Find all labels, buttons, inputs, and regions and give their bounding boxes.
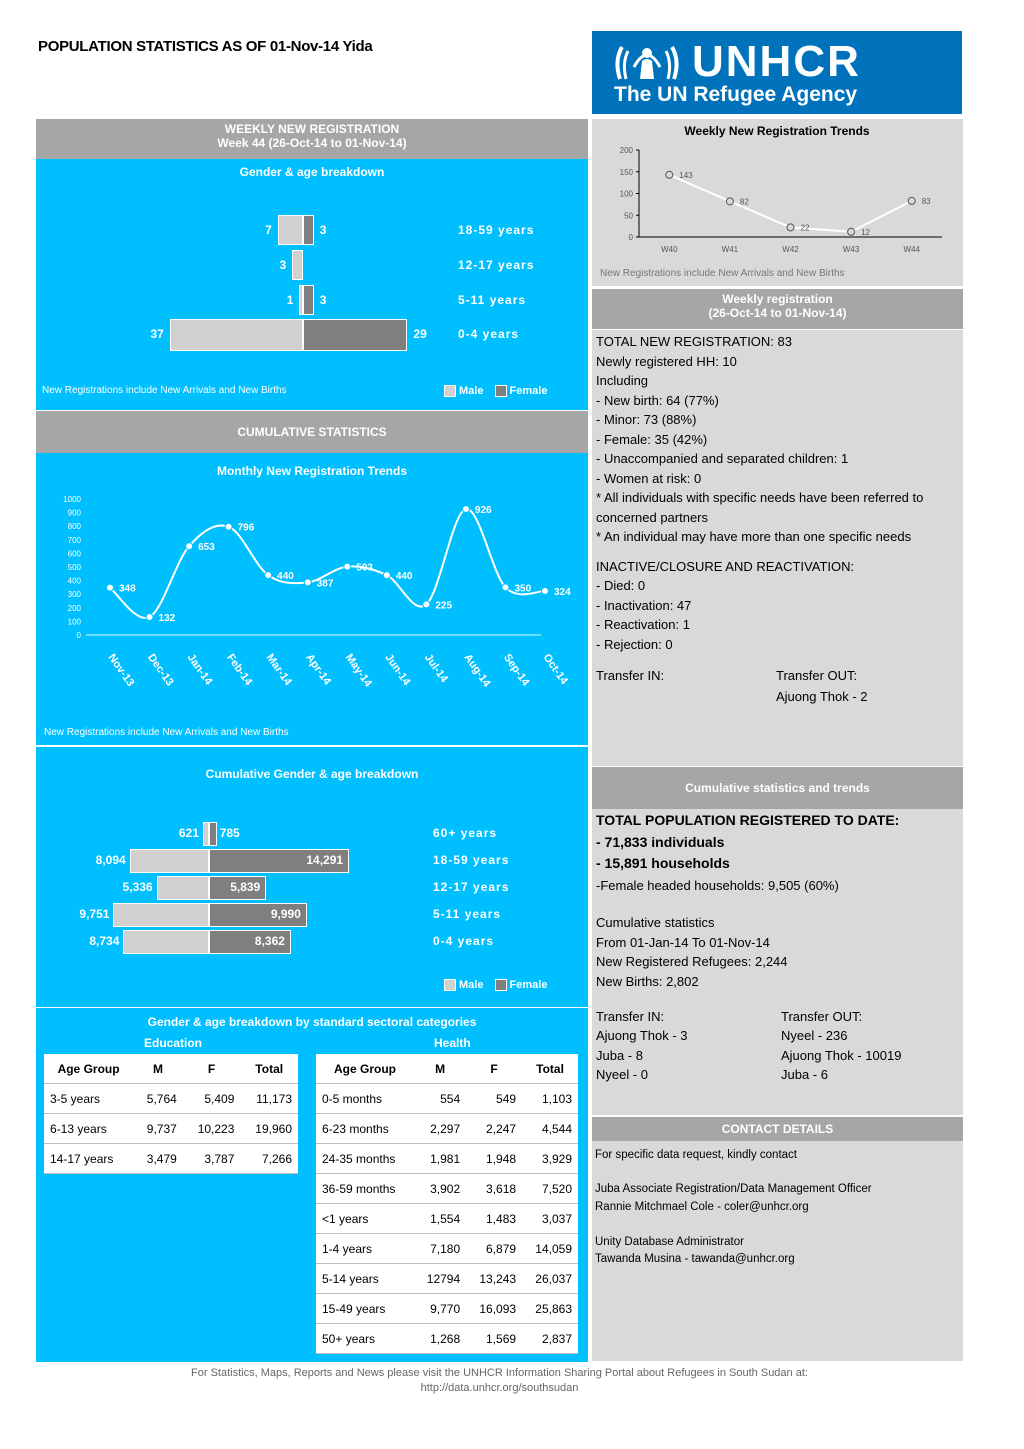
data-label: 132 bbox=[158, 613, 176, 625]
table-cell: 549 bbox=[466, 1084, 522, 1114]
weekly-breakdown-title: Gender & age breakdown bbox=[239, 165, 385, 179]
weekly-registration-header bbox=[592, 289, 963, 329]
data-label: 22 bbox=[800, 223, 810, 233]
series-line bbox=[110, 509, 545, 618]
male-swatch bbox=[444, 979, 456, 991]
male-swatch bbox=[444, 385, 456, 397]
male-value: 1 bbox=[286, 293, 294, 307]
chart-title: Weekly New Registration Trends bbox=[684, 124, 870, 138]
wr-transfer-in: Transfer IN: bbox=[596, 668, 665, 683]
unhcr-emblem-icon bbox=[612, 39, 682, 83]
data-point bbox=[666, 171, 673, 178]
age-label: 60+ years bbox=[433, 826, 498, 840]
x-tick-label: Jul-14 bbox=[421, 651, 450, 685]
age-label: 0-4 years bbox=[458, 327, 520, 341]
table-cell: 1,948 bbox=[466, 1144, 522, 1174]
female-bar bbox=[209, 822, 217, 846]
data-label: 350 bbox=[514, 583, 532, 595]
data-point bbox=[383, 572, 390, 579]
table-cell: 6-23 months bbox=[316, 1114, 414, 1144]
table-cell: 5,409 bbox=[183, 1084, 241, 1114]
age-label: 5-11 years bbox=[458, 293, 527, 307]
table-cell: 3,479 bbox=[133, 1144, 183, 1174]
inactive-lines bbox=[592, 549, 963, 655]
weekly-trend-panel bbox=[592, 119, 963, 286]
table-cell: 1,103 bbox=[522, 1084, 578, 1114]
table-cell: 3,902 bbox=[414, 1174, 466, 1204]
age-label: 18-59 years bbox=[433, 853, 510, 867]
male-value: 37 bbox=[150, 327, 164, 341]
column-header: Total bbox=[522, 1054, 578, 1084]
male-bar bbox=[130, 849, 209, 873]
text-line: - Unaccompanied and separated children: 1 bbox=[596, 451, 849, 466]
female-swatch bbox=[495, 979, 507, 991]
footer-link[interactable]: http://data.unhcr.org/southsudan bbox=[420, 1382, 579, 1394]
weekly-legend bbox=[444, 385, 547, 397]
data-label: 440 bbox=[277, 571, 294, 583]
male-value: 9,751 bbox=[79, 907, 110, 921]
wr-transfer-out: Transfer OUT: bbox=[776, 668, 858, 683]
table-row bbox=[316, 1264, 578, 1294]
x-tick-label: Nov-13 bbox=[105, 651, 137, 689]
health-table bbox=[316, 1054, 578, 1354]
x-tick-label: Jun-14 bbox=[382, 651, 413, 688]
text-line: Nyeel - 236 bbox=[781, 1028, 848, 1043]
column-header: Age Group bbox=[44, 1054, 133, 1084]
column-header: M bbox=[133, 1054, 183, 1084]
table-row bbox=[316, 1204, 578, 1234]
data-label: 926 bbox=[474, 505, 492, 517]
monthly-trend-chart bbox=[36, 453, 588, 745]
text-line: Juba - 6 bbox=[781, 1067, 828, 1082]
table-cell: <1 years bbox=[316, 1204, 414, 1234]
data-point bbox=[908, 197, 915, 204]
table-cell: 2,297 bbox=[414, 1114, 466, 1144]
table-cell: 15-49 years bbox=[316, 1294, 414, 1324]
x-tick-label: Mar-14 bbox=[263, 651, 294, 688]
female-bar bbox=[303, 319, 407, 351]
y-tick-label: 800 bbox=[67, 522, 81, 532]
weekly-registration-dates: (26-Oct-14 to 01-Nov-14) bbox=[708, 306, 847, 320]
data-point bbox=[146, 614, 153, 621]
x-tick-label: W42 bbox=[782, 245, 799, 254]
table-cell: 7,180 bbox=[414, 1234, 466, 1264]
text-line: INACTIVE/CLOSURE AND REACTIVATION: bbox=[596, 558, 855, 574]
male-bar bbox=[278, 215, 303, 245]
cs-transfer-out-list bbox=[781, 1026, 901, 1085]
male-value: 8,094 bbox=[95, 853, 126, 867]
data-point bbox=[304, 579, 311, 586]
data-point bbox=[225, 523, 232, 530]
column-header: Total bbox=[240, 1054, 298, 1084]
education-table bbox=[44, 1054, 298, 1174]
weekly-breakdown-panel bbox=[36, 159, 588, 410]
text-line: New Births: 2,802 bbox=[596, 973, 699, 989]
table-cell: 12794 bbox=[414, 1264, 466, 1294]
y-tick-label: 600 bbox=[67, 549, 81, 559]
logo-tagline: The UN Refugee Agency bbox=[614, 83, 858, 106]
x-tick-label: Aug-14 bbox=[461, 651, 493, 690]
male-value: 7 bbox=[265, 223, 272, 237]
y-tick-label: 200 bbox=[619, 146, 633, 155]
male-bar bbox=[170, 319, 303, 351]
weekly-header bbox=[36, 119, 588, 159]
table-cell: 6,879 bbox=[466, 1234, 522, 1264]
series-line bbox=[669, 175, 911, 232]
table-cell: 7,520 bbox=[522, 1174, 578, 1204]
y-tick-label: 100 bbox=[67, 617, 81, 627]
table-cell: 26,037 bbox=[522, 1264, 578, 1294]
cs-transfer-in-list bbox=[596, 1026, 688, 1085]
text-line: - Reactivation: 1 bbox=[596, 617, 690, 632]
contact-line5: Tawanda Musina - tawanda@unhcr.org bbox=[595, 1253, 795, 1265]
female-swatch bbox=[495, 385, 507, 397]
x-tick-label: May-14 bbox=[342, 651, 375, 690]
table-row bbox=[316, 1294, 578, 1324]
data-point bbox=[848, 228, 855, 235]
footer bbox=[36, 1367, 963, 1394]
text-line: - Rejection: 0 bbox=[596, 636, 673, 652]
sectoral-title: Gender & age breakdown by standard sectoral categories bbox=[147, 1015, 477, 1029]
y-tick-label: 900 bbox=[67, 508, 81, 518]
data-label: 348 bbox=[119, 583, 136, 595]
table-cell: 6-13 years bbox=[44, 1114, 133, 1144]
x-tick-label: W41 bbox=[721, 245, 739, 254]
y-tick-label: 150 bbox=[619, 167, 633, 177]
total-pop-label: TOTAL POPULATION REGISTERED TO DATE: bbox=[596, 812, 900, 828]
table-cell: 13,243 bbox=[466, 1264, 522, 1294]
male-value: 8,734 bbox=[89, 934, 120, 948]
male-bar bbox=[292, 250, 303, 280]
table-row bbox=[316, 1234, 578, 1264]
chart-note: New Registrations include New Arrivals and New Births bbox=[600, 268, 845, 279]
data-point bbox=[265, 572, 272, 579]
page-title: POPULATION STATISTICS AS OF 01-Nov-14 Yida bbox=[38, 38, 373, 55]
data-point bbox=[787, 224, 794, 231]
table-row bbox=[44, 1084, 298, 1114]
data-point bbox=[186, 543, 193, 550]
text-line: Ajuong Thok - 3 bbox=[596, 1028, 688, 1043]
contact-panel bbox=[592, 1141, 963, 1361]
male-value: 621 bbox=[178, 826, 199, 840]
male-bar bbox=[123, 930, 209, 954]
table-cell: 16,093 bbox=[466, 1294, 522, 1324]
table-cell: 0-5 months bbox=[316, 1084, 414, 1114]
data-label: 387 bbox=[316, 578, 334, 590]
x-tick-label: Feb-14 bbox=[224, 651, 255, 688]
female-value: 29 bbox=[413, 327, 427, 341]
table-cell: 3,929 bbox=[522, 1144, 578, 1174]
text-line: Cumulative statistics bbox=[596, 915, 715, 930]
text-line: Ajuong Thok - 10019 bbox=[781, 1047, 902, 1063]
footer-line1: For Statistics, Maps, Reports and News please visit the UNHCR Information Sharing Portal about Refugees in South Sudan at: bbox=[191, 1367, 808, 1379]
table-cell: 14,059 bbox=[522, 1234, 578, 1264]
female-value: 3 bbox=[319, 293, 327, 307]
female-headed: -Female headed households: 9,505 (60%) bbox=[596, 877, 839, 893]
data-point bbox=[107, 584, 114, 591]
table-row bbox=[316, 1114, 578, 1144]
data-label: 503 bbox=[356, 562, 373, 574]
female-value: 3 bbox=[319, 223, 327, 237]
text-line: Nyeel - 0 bbox=[596, 1067, 649, 1082]
y-tick-label: 700 bbox=[67, 535, 81, 545]
female-value: 8,362 bbox=[254, 934, 285, 948]
text-line: - Minor: 73 (88%) bbox=[596, 412, 697, 427]
cumulative-breakdown-title: Cumulative Gender & age breakdown bbox=[205, 767, 419, 781]
x-tick-label: Apr-14 bbox=[303, 651, 334, 688]
table-cell: 2,247 bbox=[466, 1114, 522, 1144]
table-cell: 3-5 years bbox=[44, 1084, 133, 1114]
chart-note: New Registrations include New Arrivals and New Births bbox=[44, 727, 289, 738]
table-cell: 1-4 years bbox=[316, 1234, 414, 1264]
male-value: 3 bbox=[279, 258, 287, 272]
table-cell: 1,981 bbox=[414, 1144, 466, 1174]
text-line: Newly registered HH: 10 bbox=[596, 353, 737, 369]
x-tick-label: Oct-14 bbox=[540, 651, 571, 687]
age-label: 18-59 years bbox=[458, 223, 535, 237]
data-point bbox=[344, 563, 351, 570]
y-tick-label: 0 bbox=[76, 631, 81, 640]
total-households: - 15,891 households bbox=[596, 855, 730, 871]
table-cell: 3,787 bbox=[183, 1144, 241, 1174]
text-line: TOTAL NEW REGISTRATION: 83 bbox=[596, 334, 792, 349]
total-individuals: - 71,833 individuals bbox=[596, 833, 725, 850]
x-tick-label: W40 bbox=[661, 245, 678, 254]
x-tick-label: Jan-14 bbox=[184, 651, 215, 688]
data-label: 83 bbox=[921, 196, 931, 206]
table-cell: 1,268 bbox=[414, 1324, 466, 1354]
age-label: 12-17 years bbox=[458, 258, 535, 272]
contact-line2: Juba Associate Registration/Data Management Officer bbox=[595, 1183, 872, 1195]
data-label: 653 bbox=[198, 542, 215, 554]
table-cell: 9,770 bbox=[414, 1294, 466, 1324]
column-header: F bbox=[466, 1054, 522, 1084]
monthly-trend-panel bbox=[36, 453, 588, 745]
sectoral-panel bbox=[36, 1007, 588, 1362]
text-line: - New birth: 64 (77%) bbox=[596, 392, 719, 408]
table-cell: 5,764 bbox=[133, 1084, 183, 1114]
female-bar bbox=[303, 215, 314, 245]
y-tick-label: 50 bbox=[624, 211, 633, 221]
female-value: 5,839 bbox=[230, 880, 261, 894]
weekly-registration-panel bbox=[592, 330, 963, 766]
table-cell: 14-17 years bbox=[44, 1144, 133, 1174]
table-cell: 1,554 bbox=[414, 1204, 466, 1234]
y-tick-label: 200 bbox=[67, 603, 81, 613]
health-label: Health bbox=[434, 1036, 471, 1050]
female-value: 785 bbox=[219, 826, 240, 840]
weekly-registration-lines bbox=[592, 330, 963, 549]
table-cell: 19,960 bbox=[240, 1114, 298, 1144]
cum-stats-panel bbox=[592, 809, 963, 1115]
x-tick-label: Dec-13 bbox=[145, 651, 176, 689]
data-label: 324 bbox=[554, 586, 571, 598]
column-header: M bbox=[414, 1054, 466, 1084]
weekly-note: New Registrations include New Arrivals and New Births bbox=[42, 385, 287, 396]
female-bar bbox=[303, 285, 314, 315]
table-cell: 10,223 bbox=[183, 1114, 241, 1144]
text-line: - Inactivation: 47 bbox=[596, 597, 692, 613]
table-cell: 7,266 bbox=[240, 1144, 298, 1174]
weekly-registration-title: Weekly registration bbox=[722, 292, 833, 306]
text-line: * All individuals with specific needs have been referred to concerned partners bbox=[596, 490, 924, 525]
table-cell: 2,837 bbox=[522, 1324, 578, 1354]
column-header: Age Group bbox=[316, 1054, 414, 1084]
table-cell: 3,037 bbox=[522, 1204, 578, 1234]
data-label: 12 bbox=[861, 227, 871, 237]
female-value: 14,291 bbox=[306, 853, 344, 867]
contact-line4: Unity Database Administrator bbox=[595, 1236, 744, 1248]
cumulative-breakdown-panel bbox=[36, 746, 588, 1007]
table-cell: 50+ years bbox=[316, 1324, 414, 1354]
contact-line3: Rannie Mitchmael Cole - coler@unhcr.org bbox=[595, 1201, 809, 1213]
data-label: 440 bbox=[395, 571, 413, 583]
table-row bbox=[44, 1114, 298, 1144]
data-label: 225 bbox=[435, 600, 453, 612]
data-label: 143 bbox=[679, 170, 693, 180]
table-cell: 11,173 bbox=[240, 1084, 298, 1114]
cum-stats-lines bbox=[592, 895, 963, 991]
table-cell: 4,544 bbox=[522, 1114, 578, 1144]
text-line: Including bbox=[596, 373, 649, 388]
cumulative-legend bbox=[444, 979, 547, 991]
cs-transfer-out: Transfer OUT: bbox=[781, 1009, 863, 1024]
y-tick-label: 300 bbox=[67, 590, 81, 600]
data-point bbox=[542, 587, 549, 594]
y-tick-label: 500 bbox=[67, 563, 81, 572]
table-row bbox=[316, 1084, 578, 1114]
y-tick-label: 400 bbox=[67, 576, 81, 586]
x-tick-label: Sep-14 bbox=[500, 651, 532, 689]
table-cell: 1,483 bbox=[466, 1204, 522, 1234]
table-cell: 5-14 years bbox=[316, 1264, 414, 1294]
male-bar bbox=[113, 903, 209, 927]
text-line: From 01-Jan-14 To 01-Nov-14 bbox=[596, 934, 770, 950]
table-row bbox=[316, 1324, 578, 1354]
data-label: 82 bbox=[739, 197, 749, 207]
data-point bbox=[502, 584, 509, 591]
age-label: 0-4 years bbox=[433, 934, 495, 948]
legend-female: Female bbox=[509, 385, 548, 397]
text-line: - Female: 35 (42%) bbox=[596, 431, 708, 447]
weekly-trend-chart bbox=[592, 119, 963, 286]
legend-male: Male bbox=[459, 979, 484, 991]
age-label: 5-11 years bbox=[433, 907, 502, 921]
data-label: 796 bbox=[237, 522, 255, 534]
text-line: * An individual may have more than one specific needs bbox=[596, 529, 912, 544]
column-header: F bbox=[183, 1054, 241, 1084]
logo-name: UNHCR bbox=[692, 37, 861, 86]
x-tick-label: W44 bbox=[903, 245, 920, 254]
chart-title: Monthly New Registration Trends bbox=[216, 464, 408, 478]
text-line: - Women at risk: 0 bbox=[596, 470, 702, 486]
legend-female: Female bbox=[509, 979, 548, 991]
table-cell: 1,569 bbox=[466, 1324, 522, 1354]
table-cell: 554 bbox=[414, 1084, 466, 1114]
contact-line1: For specific data request, kindly contact bbox=[595, 1149, 797, 1161]
male-value: 5,336 bbox=[122, 880, 153, 894]
table-cell: 25,863 bbox=[522, 1294, 578, 1324]
table-row bbox=[44, 1144, 298, 1174]
table-cell: 9,737 bbox=[133, 1114, 183, 1144]
wr-transfer-out-list bbox=[776, 687, 868, 707]
cs-transfer-in: Transfer IN: bbox=[596, 1009, 665, 1024]
cum-stats-header: Cumulative statistics and trends bbox=[592, 767, 963, 809]
contact-header: CONTACT DETAILS bbox=[592, 1117, 963, 1141]
text-line: Ajuong Thok - 2 bbox=[776, 689, 868, 704]
text-line: New Registered Refugees: 2,244 bbox=[596, 954, 788, 969]
data-point bbox=[423, 601, 430, 608]
table-cell: 36-59 months bbox=[316, 1174, 414, 1204]
weekly-header-week: Week 44 (26-Oct-14 to 01-Nov-14) bbox=[217, 136, 407, 150]
table-row bbox=[316, 1144, 578, 1174]
legend-male: Male bbox=[459, 385, 484, 397]
table-cell: 3,618 bbox=[466, 1174, 522, 1204]
y-tick-label: 0 bbox=[628, 233, 633, 242]
data-point bbox=[726, 198, 733, 205]
education-label: Education bbox=[144, 1036, 203, 1050]
text-line: - Died: 0 bbox=[596, 578, 646, 593]
data-point bbox=[462, 506, 469, 513]
female-value: 9,990 bbox=[270, 907, 301, 921]
text-line: Juba - 8 bbox=[596, 1047, 643, 1063]
male-bar bbox=[157, 876, 209, 900]
table-cell: 24-35 months bbox=[316, 1144, 414, 1174]
y-tick-label: 100 bbox=[619, 189, 633, 199]
weekly-header-title: WEEKLY NEW REGISTRATION bbox=[224, 122, 400, 136]
unhcr-logo bbox=[592, 31, 962, 114]
age-label: 12-17 years bbox=[433, 880, 510, 894]
x-tick-label: W43 bbox=[842, 245, 860, 254]
y-tick-label: 1000 bbox=[63, 495, 81, 504]
table-row bbox=[316, 1174, 578, 1204]
cumulative-header: CUMULATIVE STATISTICS bbox=[36, 411, 588, 453]
